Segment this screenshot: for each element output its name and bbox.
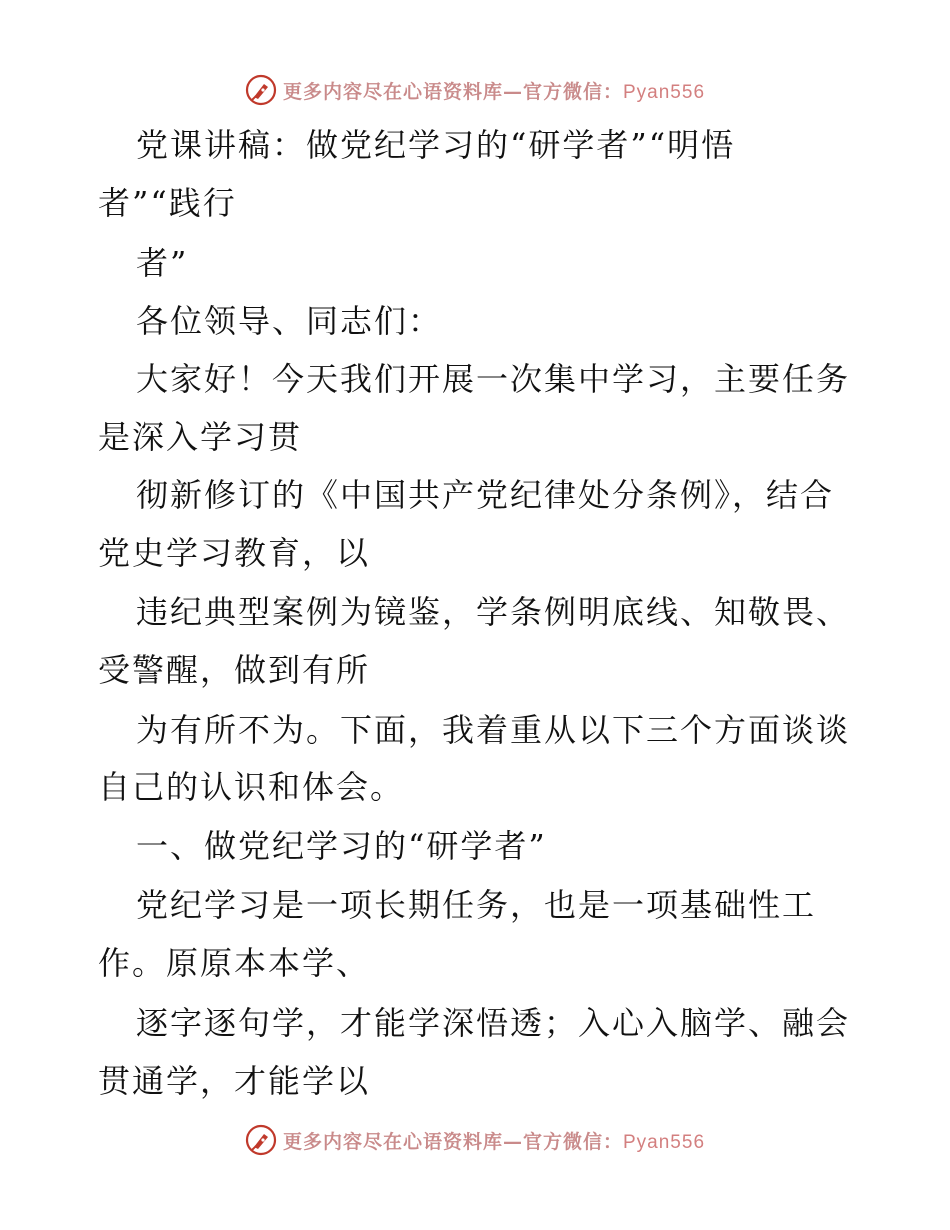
watermark-text bbox=[283, 1127, 705, 1154]
doc-paragraph-line: 党史学习教育，以 bbox=[98, 534, 371, 572]
doc-salutation: 各位领导、同志们： bbox=[136, 302, 443, 340]
doc-paragraph-line: 党纪学习是一项长期任务，也是一项基础性工 bbox=[136, 886, 817, 924]
doc-paragraph-line: 贯通学，才能学以 bbox=[98, 1062, 371, 1100]
doc-title-line-2: 者”“践行 bbox=[98, 184, 237, 222]
watermark-dash: — bbox=[502, 80, 523, 103]
doc-paragraph-line: 受警醒，做到有所 bbox=[98, 651, 371, 689]
doc-paragraph-line: 是深入学习贯 bbox=[98, 418, 303, 456]
doc-paragraph-line: 逐字逐句学，才能学深悟透；入心入脑学、融会 bbox=[136, 1004, 851, 1042]
watermark-wechat-label: 官方微信： bbox=[522, 1130, 623, 1153]
watermark-wechat-id: Pyan556 bbox=[623, 81, 706, 103]
doc-title-line-3: 者” bbox=[136, 244, 189, 282]
doc-title-line-1: 党课讲稿：做党纪学习的“研学者”“明悟 bbox=[136, 126, 736, 164]
doc-paragraph-line: 大家好！今天我们开展一次集中学习，主要任务 bbox=[136, 360, 851, 398]
watermark-wechat-id: Pyan556 bbox=[623, 1131, 706, 1153]
watermark-site: 更多内容尽在心语资料库 bbox=[282, 80, 503, 103]
doc-paragraph-line: 为有所不为。下面，我着重从以下三个方面谈谈 bbox=[136, 711, 851, 749]
doc-section-heading: 一、做党纪学习的“研学者” bbox=[136, 827, 547, 865]
watermark-banner-bottom bbox=[0, 1120, 950, 1160]
doc-paragraph-line: 违纪典型案例为镜鉴，学条例明底线、知敬畏、 bbox=[136, 593, 851, 631]
doc-paragraph-line: 彻新修订的《中国共产党纪律处分条例》，结合 bbox=[136, 476, 835, 514]
pen-nib-logo-icon bbox=[245, 1124, 277, 1156]
doc-paragraph-line: 自己的认识和体会。 bbox=[98, 768, 405, 806]
watermark-wechat-label: 官方微信： bbox=[522, 80, 623, 103]
doc-paragraph-line: 作。原原本本学、 bbox=[98, 944, 371, 982]
watermark-site: 更多内容尽在心语资料库 bbox=[282, 1130, 503, 1153]
watermark-dash: — bbox=[502, 1130, 523, 1153]
